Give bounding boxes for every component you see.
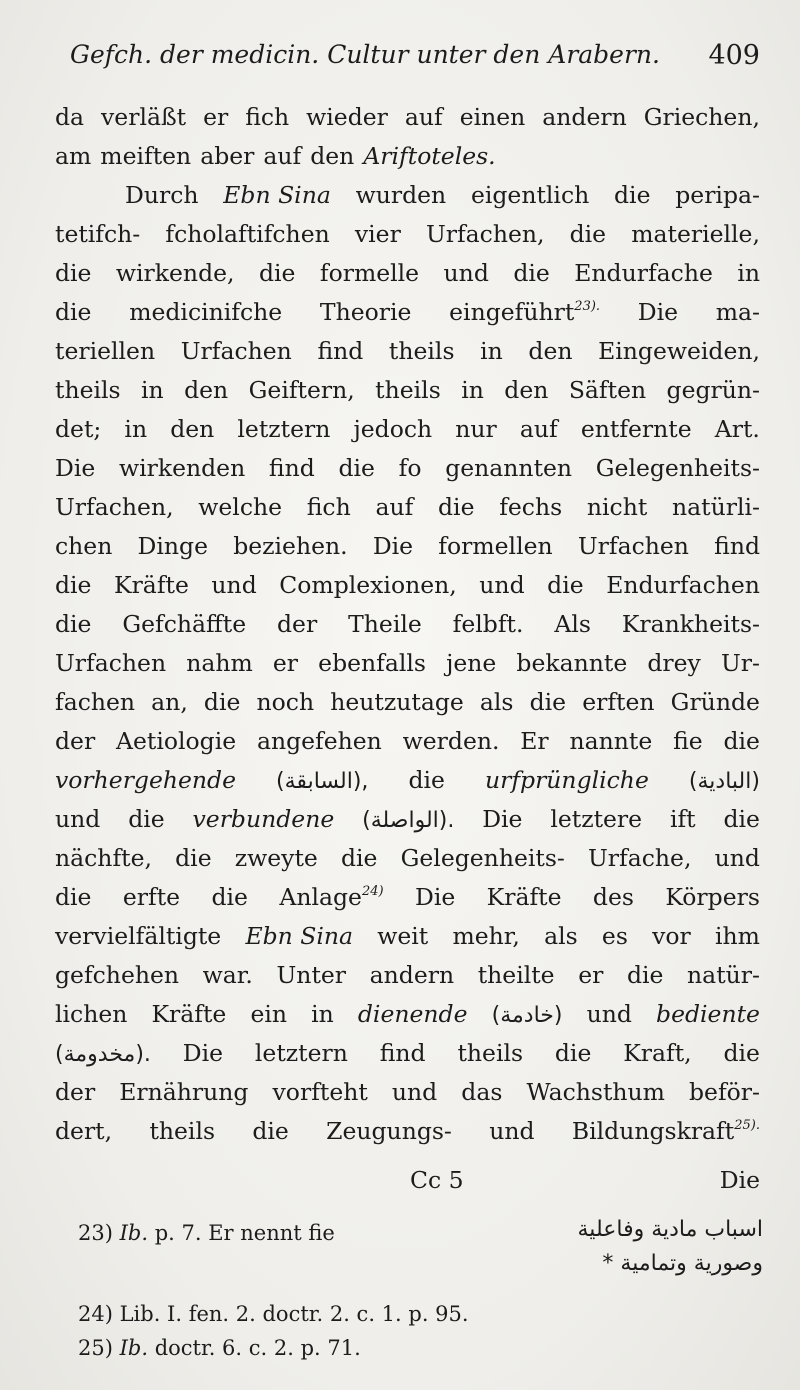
word: felbft. xyxy=(452,610,524,638)
word: Kraft, xyxy=(623,1039,692,1067)
text-line xyxy=(55,722,760,761)
word: Die xyxy=(182,1039,224,1067)
body-text xyxy=(55,98,760,1151)
text-line xyxy=(55,527,760,566)
word: die xyxy=(338,454,375,482)
word: die xyxy=(252,1117,289,1145)
word: Urfachen xyxy=(55,649,167,677)
word: das xyxy=(461,1078,503,1106)
word: Theile xyxy=(348,610,422,638)
word: den xyxy=(170,415,215,443)
word: die xyxy=(55,259,92,287)
footnotes xyxy=(78,1217,763,1365)
text-line xyxy=(55,1073,760,1112)
word: nahm xyxy=(186,649,253,677)
word: ein xyxy=(250,1000,288,1028)
text-line xyxy=(55,800,760,839)
word: die xyxy=(55,883,92,911)
word: Geiftern, xyxy=(248,376,355,404)
word: theilte xyxy=(477,961,555,989)
word-with-note xyxy=(279,878,383,917)
word: find xyxy=(317,337,364,365)
word: eingeführt xyxy=(449,298,575,326)
word: fcholaftifchen xyxy=(165,220,330,248)
word: nächfte, xyxy=(55,844,152,872)
catchword: Die xyxy=(719,1166,760,1194)
word: Eingeweiden, xyxy=(598,337,760,365)
word: und xyxy=(586,1000,632,1028)
footnote-23-number: 23) xyxy=(78,1221,120,1245)
footnote-23-arabic-line-1: اسباب مادية وفاعلية xyxy=(577,1217,763,1242)
word: er xyxy=(272,649,299,677)
word: in xyxy=(461,376,484,404)
text-line xyxy=(55,410,760,449)
word: die xyxy=(128,805,165,833)
word: dienende xyxy=(357,1000,468,1028)
word: meiften xyxy=(100,142,192,170)
word: theils xyxy=(149,1117,216,1145)
text-line xyxy=(55,332,760,371)
word: welche xyxy=(198,493,283,521)
word: andern xyxy=(542,103,627,131)
word: den xyxy=(310,142,355,170)
word: bediente xyxy=(656,1000,760,1028)
word: den xyxy=(504,376,549,404)
word: vorhergehende xyxy=(55,766,237,794)
word: die xyxy=(340,844,378,872)
word: in xyxy=(311,1000,334,1028)
word: formelle xyxy=(319,259,420,287)
word: ma- xyxy=(715,298,760,326)
word: formellen xyxy=(438,532,553,560)
word: drey xyxy=(647,649,701,677)
text-line xyxy=(55,215,760,254)
word: beför- xyxy=(689,1078,760,1106)
word: Kräfte xyxy=(486,883,562,911)
word: die xyxy=(408,766,445,794)
word: er xyxy=(578,961,604,989)
word: und xyxy=(479,571,525,599)
word: Die xyxy=(482,805,523,833)
word: auf xyxy=(404,103,443,131)
word: Durch xyxy=(125,181,199,209)
word: gegrün- xyxy=(666,376,760,404)
text-line xyxy=(55,254,760,293)
word: und xyxy=(211,571,257,599)
word: in xyxy=(124,415,148,443)
word: die xyxy=(547,571,584,599)
word: die xyxy=(258,259,296,287)
word: letztern xyxy=(237,415,331,443)
word: Endurfachen xyxy=(606,571,760,599)
word: er xyxy=(203,103,229,131)
word: die xyxy=(723,727,760,755)
footnote-marker: 25). xyxy=(734,1118,760,1133)
word: jedoch xyxy=(353,415,433,443)
word: noch xyxy=(256,688,315,716)
text-line xyxy=(55,917,760,956)
word: Wachsthum xyxy=(526,1078,665,1106)
text-line xyxy=(55,1112,760,1151)
running-title: Gefch. der medicin. Cultur unter den Arabern. xyxy=(70,40,660,69)
word: natür- xyxy=(687,961,760,989)
arabic-term: (البادية) xyxy=(688,769,760,794)
text-line xyxy=(55,98,760,137)
footnote-25-text: doctr. 6. c. 2. p. 71. xyxy=(148,1336,361,1360)
word: beziehen. xyxy=(233,532,348,560)
word: Er xyxy=(520,727,549,755)
word: in xyxy=(480,337,503,365)
word: entfernte xyxy=(580,415,692,443)
word: Gelegenheits- xyxy=(400,844,565,872)
word: Die xyxy=(372,532,414,560)
word: die xyxy=(723,805,760,833)
word: die xyxy=(55,610,92,638)
word: Ebn Sina xyxy=(245,922,354,950)
word: der xyxy=(277,610,318,638)
word: Endurfache xyxy=(574,259,713,287)
word: Gelegenheits- xyxy=(595,454,760,482)
arabic-term: (خادمة) xyxy=(491,1003,563,1028)
word: find xyxy=(379,1039,426,1067)
word: Die xyxy=(414,883,456,911)
word-with-note xyxy=(449,293,600,332)
word: aber xyxy=(200,142,255,170)
word: natürli- xyxy=(672,493,760,521)
word: und xyxy=(714,844,760,872)
arabic-term: (مخدومة). xyxy=(55,1042,151,1067)
word: die xyxy=(203,688,241,716)
footnote-23-arabic-line-2: وصورية وتمامية * xyxy=(602,1251,763,1276)
text-line xyxy=(55,605,760,644)
word: Bildungskraft xyxy=(571,1117,735,1145)
word: fie xyxy=(673,727,703,755)
word: und xyxy=(55,805,101,833)
text-line xyxy=(55,1034,760,1073)
footnote-23-reference xyxy=(78,1221,335,1245)
word: als xyxy=(544,922,578,950)
word: letztere xyxy=(550,805,643,833)
word: theils xyxy=(55,376,121,404)
word: find xyxy=(268,454,315,482)
word: Anlage xyxy=(279,883,362,911)
footnote-23-text: p. 7. Er nennt fie xyxy=(148,1221,335,1245)
word: gefchehen xyxy=(55,961,180,989)
word: medicinifche xyxy=(129,298,283,326)
word: mehr, xyxy=(452,922,520,950)
word: Urfachen xyxy=(577,532,689,560)
word: als xyxy=(479,688,514,716)
footnote-25-ibid: Ib. xyxy=(119,1336,149,1360)
word: ebenfalls xyxy=(318,649,426,677)
word: die xyxy=(614,181,651,209)
text-line xyxy=(55,176,760,215)
text-line xyxy=(55,956,760,995)
word: verbundene xyxy=(192,805,335,833)
word: war. xyxy=(202,961,253,989)
footnote-marker: 23). xyxy=(574,299,601,314)
word: genannten xyxy=(445,454,573,482)
arabic-term: (السابقة), xyxy=(276,769,369,794)
text-line xyxy=(55,995,760,1034)
word: Dinge xyxy=(137,532,208,560)
footnote-24: 24) Lib. I. fen. 2. doctr. 2. c. 1. p. 95. xyxy=(78,1302,469,1326)
word: andern xyxy=(369,961,455,989)
word: Die xyxy=(55,454,96,482)
word: auf xyxy=(519,415,558,443)
footnote-marker: 24) xyxy=(361,884,384,899)
word: jene xyxy=(446,649,497,677)
word: die xyxy=(175,844,212,872)
word: des xyxy=(592,883,634,911)
word: einen xyxy=(459,103,526,131)
word: Zeugungs- xyxy=(326,1117,452,1145)
word: Art. xyxy=(714,415,760,443)
word: dert, xyxy=(55,1117,113,1145)
word: nur xyxy=(455,415,497,443)
word: Theorie xyxy=(319,298,412,326)
word: Die xyxy=(637,298,679,326)
word: Kräfte xyxy=(114,571,189,599)
word: teriellen xyxy=(55,337,156,365)
text-line xyxy=(55,293,760,332)
word: am xyxy=(55,142,92,170)
word: weit xyxy=(377,922,429,950)
word: die xyxy=(55,298,92,326)
word: und xyxy=(443,259,489,287)
text-line xyxy=(55,566,760,605)
text-line xyxy=(55,761,760,800)
word: in xyxy=(141,376,164,404)
word: find xyxy=(714,532,760,560)
word: die xyxy=(211,883,248,911)
word: Griechen, xyxy=(643,103,760,131)
word: letztern xyxy=(254,1039,348,1067)
word: vor xyxy=(652,922,691,950)
word: lichen xyxy=(55,1000,128,1028)
word: vervielfältigte xyxy=(55,922,222,950)
page-number: 409 xyxy=(708,40,760,71)
word: auf xyxy=(375,493,414,521)
word: die xyxy=(438,493,475,521)
word: an, xyxy=(151,688,188,716)
word: Urfachen, xyxy=(425,220,545,248)
word: und xyxy=(489,1117,535,1145)
signature-mark: Cc 5 xyxy=(410,1166,464,1194)
running-header xyxy=(70,40,760,80)
word: heutzutage xyxy=(330,688,464,716)
word: theils xyxy=(388,337,455,365)
word: Urfachen, xyxy=(55,493,174,521)
word: werden. xyxy=(402,727,500,755)
word: Krankheits- xyxy=(621,610,760,638)
word: vier xyxy=(354,220,401,248)
word: tetifch- xyxy=(55,220,141,248)
word: Ernährung xyxy=(119,1078,249,1106)
word: Kräfte xyxy=(151,1000,227,1028)
word: angefehen xyxy=(256,727,382,755)
word: Urfache, xyxy=(588,844,692,872)
word: fich xyxy=(245,103,290,131)
text-line xyxy=(55,137,760,176)
word: den xyxy=(528,337,573,365)
word: Unter xyxy=(276,961,347,989)
word: auf xyxy=(263,142,302,170)
word: fechs xyxy=(499,493,563,521)
word: fo xyxy=(398,454,422,482)
word: da xyxy=(55,103,85,131)
word: Säften xyxy=(568,376,647,404)
word: Gründe xyxy=(670,688,760,716)
text-line xyxy=(55,644,760,683)
arabic-term: (الواصلة). xyxy=(362,808,455,833)
word: vorfteht xyxy=(272,1078,368,1106)
word: wurden xyxy=(355,181,447,209)
word: Ebn Sina xyxy=(223,181,331,209)
footnote-25 xyxy=(78,1331,763,1365)
text-line xyxy=(55,683,760,722)
word: Aetiologie xyxy=(116,727,237,755)
word: und xyxy=(391,1078,438,1106)
word: fachen xyxy=(55,688,136,716)
word: die xyxy=(55,571,92,599)
footnote-25-number: 25) xyxy=(78,1336,120,1360)
word: der xyxy=(55,727,96,755)
word: die xyxy=(529,688,567,716)
word: materielle, xyxy=(631,220,760,248)
footnote-23-ibid: Ib. xyxy=(119,1221,149,1245)
word: nannte xyxy=(569,727,653,755)
word: die xyxy=(569,220,607,248)
word: verläßt xyxy=(101,103,187,131)
page-foot xyxy=(55,1166,760,1202)
word: die xyxy=(723,1039,760,1067)
word: Urfachen xyxy=(180,337,292,365)
word: zweyte xyxy=(234,844,318,872)
word: den xyxy=(184,376,229,404)
text-line xyxy=(55,371,760,410)
text-line xyxy=(55,449,760,488)
word: ihm xyxy=(715,922,760,950)
text-line xyxy=(55,878,760,917)
word: nicht xyxy=(586,493,648,521)
word: wirkenden xyxy=(118,454,246,482)
word: Gefchäffte xyxy=(122,610,247,638)
word: erfte xyxy=(122,883,181,911)
text-line xyxy=(55,839,760,878)
text-line xyxy=(55,488,760,527)
word: eigentlich xyxy=(470,181,590,209)
word-with-note xyxy=(572,1112,760,1151)
word: ift xyxy=(669,805,696,833)
word: Ariftoteles. xyxy=(363,142,496,170)
word: Complexionen, xyxy=(279,571,457,599)
word: in xyxy=(737,259,760,287)
word: die xyxy=(554,1039,592,1067)
word: bekannte xyxy=(516,649,628,677)
word: peripa- xyxy=(675,181,760,209)
word: fich xyxy=(306,493,351,521)
word: wieder xyxy=(306,103,388,131)
footnote-23 xyxy=(78,1217,763,1291)
word: chen xyxy=(55,532,113,560)
word: wirkende, xyxy=(115,259,235,287)
word: der xyxy=(55,1078,96,1106)
word: urfprüngliche xyxy=(484,766,649,794)
word: erften xyxy=(582,688,655,716)
word: theils xyxy=(457,1039,524,1067)
word: Ur- xyxy=(720,649,760,677)
word: theils xyxy=(375,376,441,404)
word: die xyxy=(626,961,664,989)
word: es xyxy=(601,922,628,950)
word: det; xyxy=(55,415,102,443)
word: Als xyxy=(554,610,591,638)
word: Körpers xyxy=(665,883,760,911)
word: die xyxy=(513,259,550,287)
